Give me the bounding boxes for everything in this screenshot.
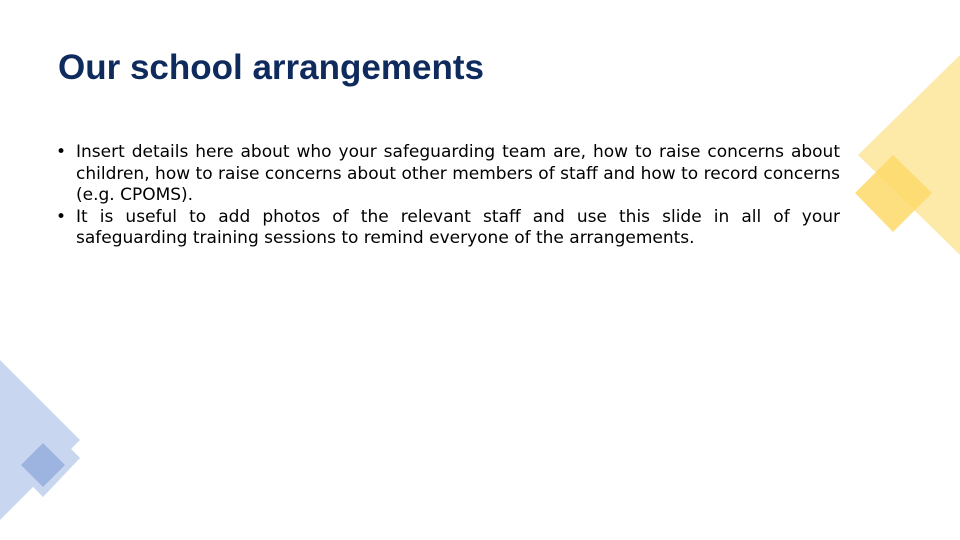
bullet-item — [54, 142, 840, 207]
bullet-text: It is useful to add photos of the relevant staff and use this slide in all of your safeguarding training sessions to remind everyone of the arrangements. — [76, 206, 840, 248]
bullet-list — [54, 142, 840, 250]
bullet-text: Insert details here about who your safeguarding team are, how to raise concerns about children, how to raise concerns about other members of staff and how to record concerns (e.g. CPOMS). — [76, 142, 840, 205]
bullet-marker: • — [56, 142, 67, 162]
yellow-diamond-large — [858, 55, 960, 255]
bullet-marker: • — [56, 206, 67, 227]
bullet-item — [54, 207, 840, 250]
slide-title: Our school arrangements — [58, 48, 484, 87]
